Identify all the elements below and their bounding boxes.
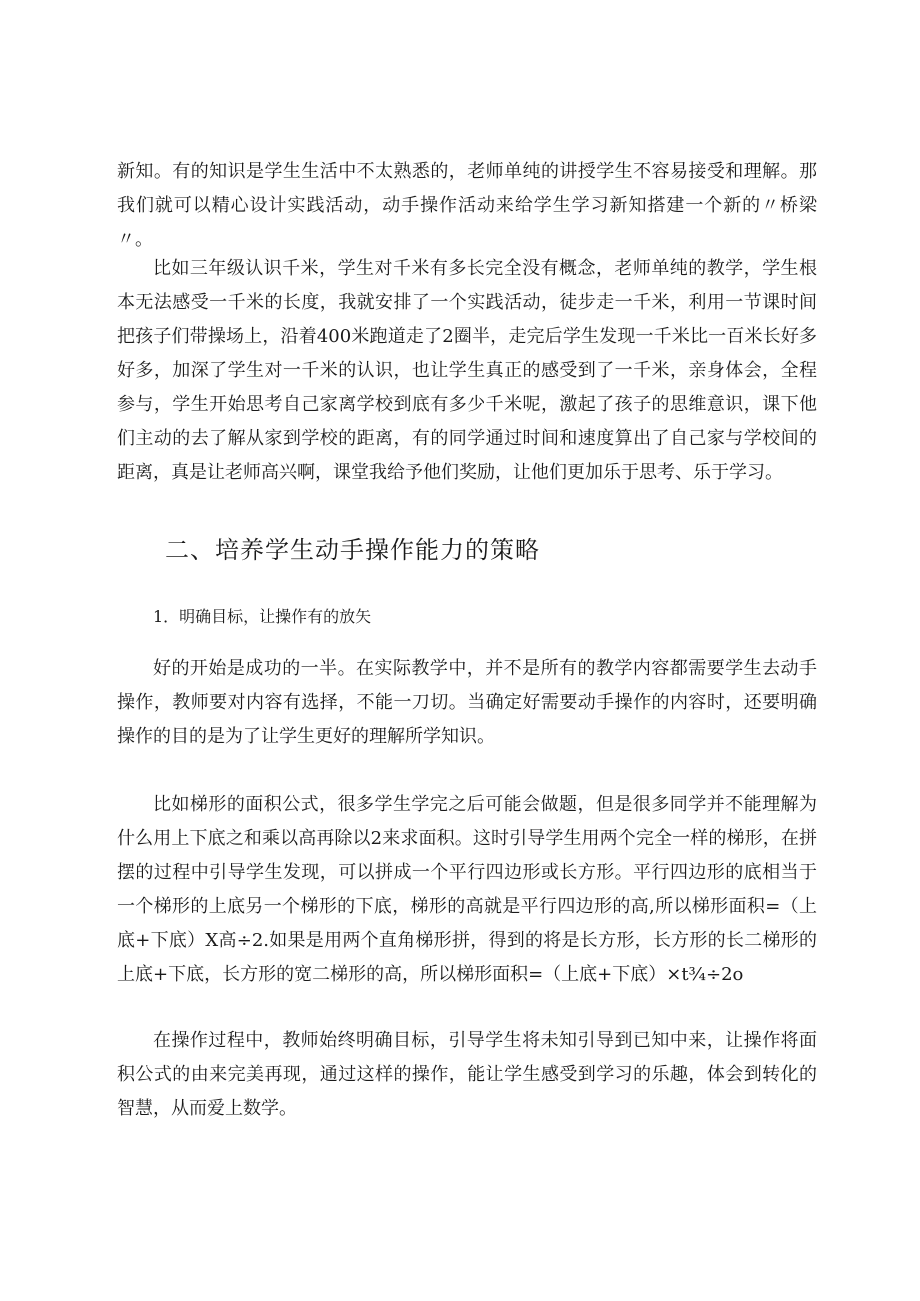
body-paragraph: 比如梯形的面积公式，很多学生学完之后可能会做题，但是很多同学并不能理解为什么用上下底之和乘以高再除以2来求面积。这时引导学生用两个完全一样的梯形，在拼摆的过程中引导学生发现，可以拼成一个平行四边形或长方形。平行四边形的底相当于一个梯形的上底另一个梯形的下底，梯形的高就是平行四边形的高,所以梯形面积=（上底+下底）X高÷2.如果是用两个直角梯形拼，得到的将是长方形，长方形的长二梯形的上底+下底，长方形的宽二梯形的高，所以梯形面积=（上底+下底）×t¾÷2o — [117, 794, 817, 985]
section-heading: 二、培养学生动手操作能力的策略 — [165, 536, 540, 564]
body-paragraph: 比如三年级认识千米，学生对千米有多长完全没有概念，老师单纯的教学，学生根本无法感受一千米的长度，我就安排了一个实践活动，徒步走一千米，利用一节课时间把孩子们带操场上，沿着400米跑道走了2圈半，走完后学生发现一千米比一百米长好多好多，加深了学生对一千米的认识，也让学生真正的感受到了一千米，亲身体会，全程参与，学生开始思考自己家离学校到底有多少千米呢，激起了孩子的思维意识，课下他们主动的去了解从家到学校的距离，有的同学通过时间和速度算出了自己家与学校间的距离，真是让老师高兴啊，课堂我给予他们奖励，让他们更加乐于思考、乐于学习。 — [117, 258, 817, 483]
subsection-heading: 1．明确目标，让操作有的放矢 — [153, 607, 372, 626]
body-paragraph: 新知。有的知识是学生生活中不太熟悉的，老师单纯的讲授学生不容易接受和理解。那我们就可以精心设计实践活动，动手操作活动来给学生学习新知搭建一个新的〃桥梁〃。 — [117, 161, 817, 250]
body-paragraph: 在操作过程中，教师始终明确目标，引导学生将未知引导到已知中来，让操作将面积公式的由来完美再现，通过这样的操作，能让学生感受到学习的乐趣，体会到转化的智慧，从而爱上数学。 — [117, 1030, 817, 1119]
body-paragraph: 好的开始是成功的一半。在实际教学中，并不是所有的教学内容都需要学生去动手操作，教师要对内容有选择，不能一刀切。当确定好需要动手操作的内容时，还要明确操作的目的是为了让学生更好的理解所学知识。 — [117, 658, 817, 747]
